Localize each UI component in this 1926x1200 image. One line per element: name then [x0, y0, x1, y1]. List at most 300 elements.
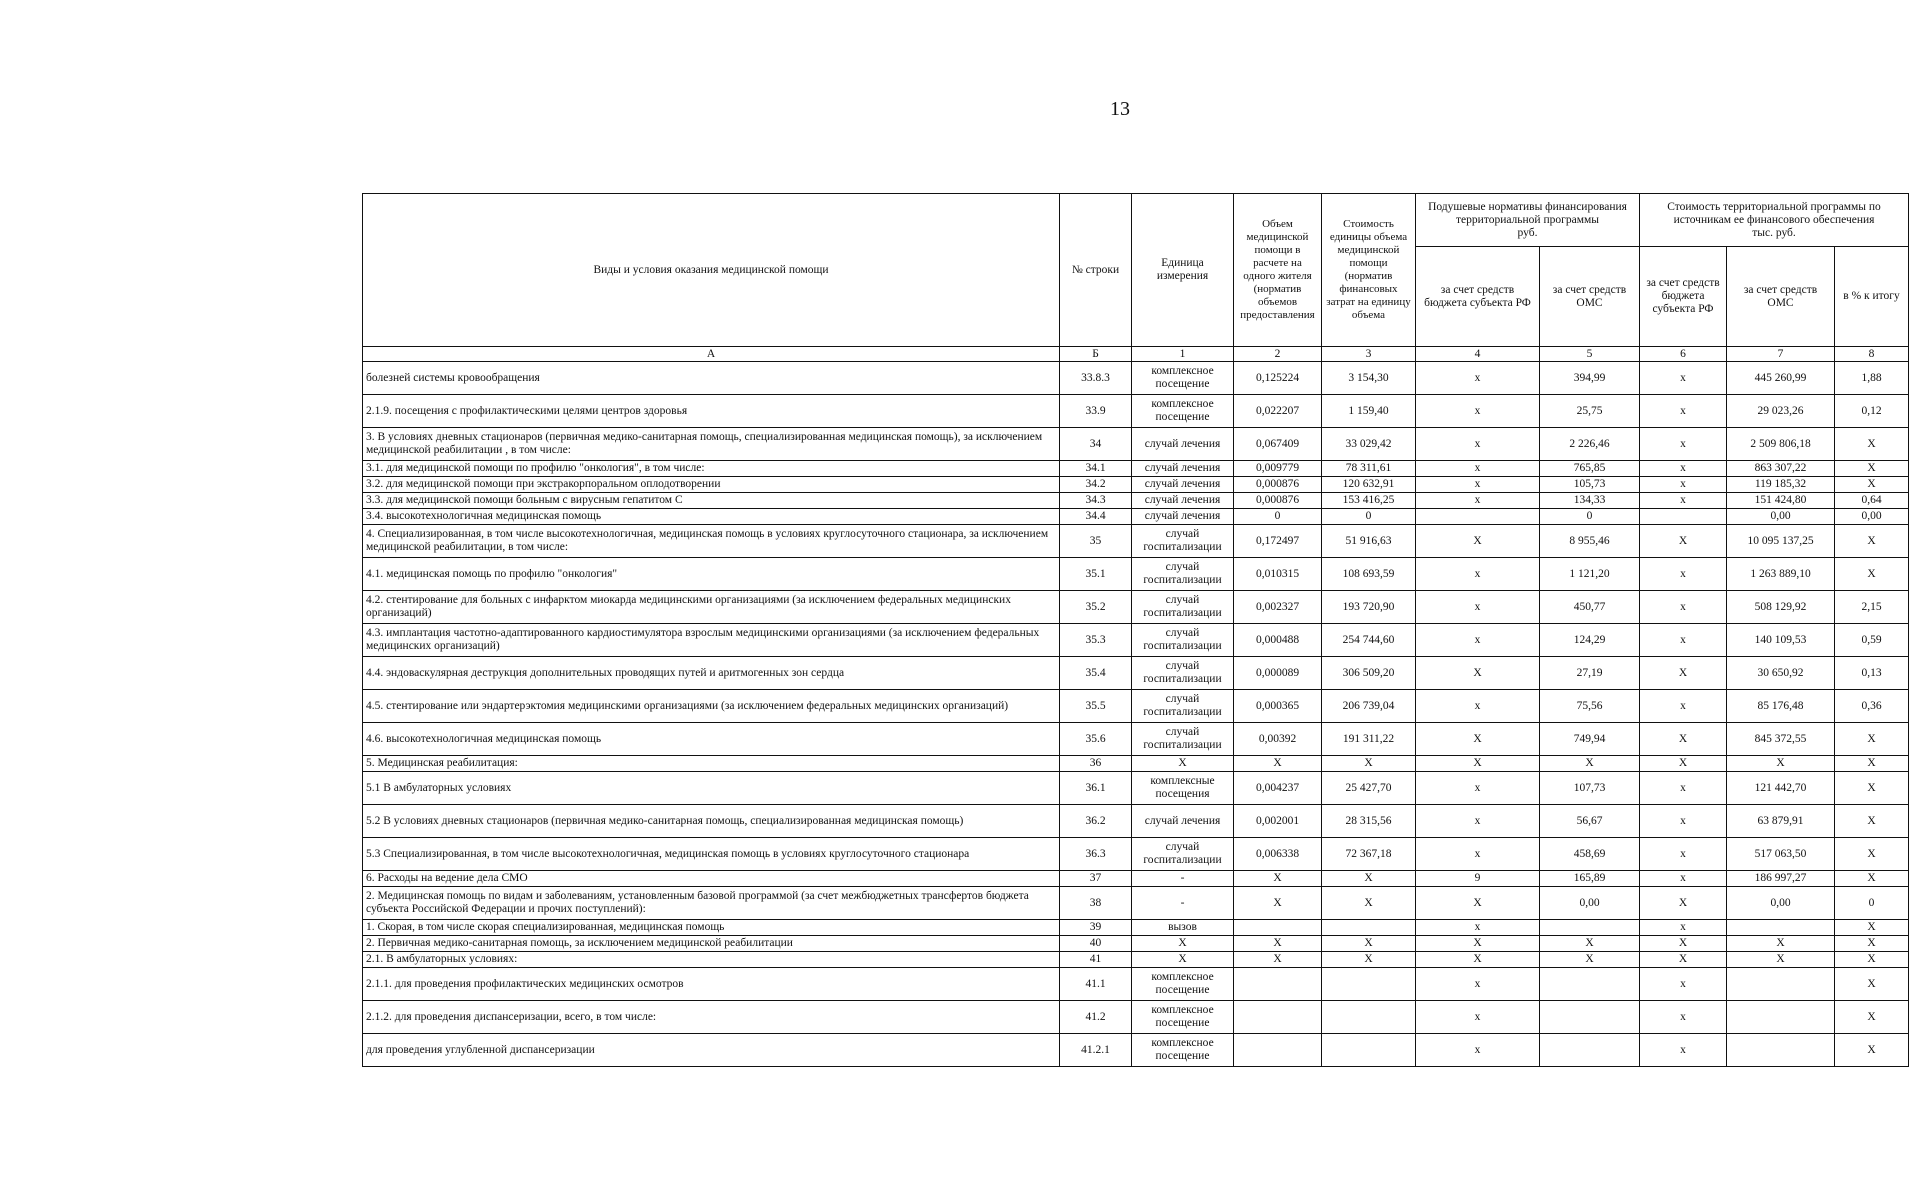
row-sum-budget: х	[1640, 558, 1727, 591]
table-row	[363, 428, 1909, 461]
row-sum-budget: х	[1640, 493, 1727, 509]
table-row	[363, 690, 1909, 723]
table-row	[363, 723, 1909, 756]
row-norm-budget: х	[1416, 461, 1540, 477]
row-name: болезней системы кровообращения	[363, 362, 1060, 395]
row-unit-cost: 33 029,42	[1322, 428, 1416, 461]
row-sum-oms: 151 424,80	[1727, 493, 1835, 509]
table-row	[363, 461, 1909, 477]
row-volume: 0,009779	[1234, 461, 1322, 477]
row-unit-cost: 1 159,40	[1322, 395, 1416, 428]
row-name: 2.1.9. посещения с профилактическими целями центров здоровья	[363, 395, 1060, 428]
row-name: 3.2. для медицинской помощи при экстракорпоральном оплодотворении	[363, 477, 1060, 493]
row-unit: комплексное посещение	[1132, 395, 1234, 428]
row-unit-cost: 206 739,04	[1322, 690, 1416, 723]
header-group-cost-title: Стоимость территориальной программы по источникам ее финансового обеспечения	[1667, 200, 1881, 226]
row-name: для проведения углубленной диспансеризации	[363, 1034, 1060, 1067]
row-percent: 1,88	[1835, 362, 1909, 395]
row-number: 36.1	[1060, 772, 1132, 805]
row-number: 39	[1060, 920, 1132, 936]
column-letter: 1	[1132, 347, 1234, 362]
row-unit-cost	[1322, 968, 1416, 1001]
row-sum-oms: 845 372,55	[1727, 723, 1835, 756]
row-norm-budget: X	[1416, 936, 1540, 952]
row-name: 5. Медицинская реабилитация:	[363, 756, 1060, 772]
row-name: 5.3 Специализированная, в том числе высокотехнологичная, медицинская помощь в условиях круглосуточного стационара	[363, 838, 1060, 871]
row-number: 34	[1060, 428, 1132, 461]
row-number: 34.2	[1060, 477, 1132, 493]
table-row	[363, 657, 1909, 690]
row-number: 33.9	[1060, 395, 1132, 428]
row-percent: X	[1835, 461, 1909, 477]
row-unit: случай лечения	[1132, 493, 1234, 509]
row-volume: X	[1234, 952, 1322, 968]
row-unit: случай госпитализации	[1132, 838, 1234, 871]
row-number: 36.2	[1060, 805, 1132, 838]
row-percent: X	[1835, 756, 1909, 772]
row-unit: X	[1132, 936, 1234, 952]
row-sum-oms: 0,00	[1727, 887, 1835, 920]
row-norm-budget: х	[1416, 591, 1540, 624]
row-number: 41.2	[1060, 1001, 1132, 1034]
header-col-a: Виды и условия оказания медицинской помощи	[363, 194, 1060, 347]
row-volume: 0,022207	[1234, 395, 1322, 428]
row-volume: 0,000876	[1234, 477, 1322, 493]
row-norm-budget: х	[1416, 772, 1540, 805]
row-percent: X	[1835, 428, 1909, 461]
row-percent: X	[1835, 723, 1909, 756]
row-norm-budget: х	[1416, 477, 1540, 493]
row-name: 4.6. высокотехнологичная медицинская помощь	[363, 723, 1060, 756]
row-percent: X	[1835, 936, 1909, 952]
row-sum-oms	[1727, 1001, 1835, 1034]
table-row	[363, 772, 1909, 805]
row-volume: 0,010315	[1234, 558, 1322, 591]
header-group-norms-unit: руб.	[1517, 226, 1538, 239]
header-group-cost-unit: тыс. руб.	[1752, 226, 1796, 239]
table-body	[363, 194, 1909, 1067]
row-sum-budget: х	[1640, 1001, 1727, 1034]
column-letter: 8	[1835, 347, 1909, 362]
row-sum-oms	[1727, 920, 1835, 936]
row-number: 38	[1060, 887, 1132, 920]
row-norm-budget: х	[1416, 428, 1540, 461]
row-sum-budget: х	[1640, 968, 1727, 1001]
row-unit: X	[1132, 952, 1234, 968]
header-col-6: за счет средств бюджета субъекта РФ	[1640, 247, 1727, 347]
row-unit: X	[1132, 756, 1234, 772]
row-name: 6. Расходы на ведение дела СМО	[363, 871, 1060, 887]
header-col-1: Единица измерения	[1132, 194, 1234, 347]
row-volume: 0,00392	[1234, 723, 1322, 756]
table-row	[363, 1001, 1909, 1034]
row-sum-budget: X	[1640, 887, 1727, 920]
row-percent: 0,12	[1835, 395, 1909, 428]
header-group-norms	[1416, 194, 1640, 247]
row-norm-oms: 27,19	[1540, 657, 1640, 690]
row-unit-cost: X	[1322, 887, 1416, 920]
row-sum-oms: 121 442,70	[1727, 772, 1835, 805]
row-sum-budget: х	[1640, 477, 1727, 493]
row-name: 2.1. В амбулаторных условиях:	[363, 952, 1060, 968]
row-unit: случай госпитализации	[1132, 690, 1234, 723]
row-volume: 0,002001	[1234, 805, 1322, 838]
row-norm-budget: X	[1416, 887, 1540, 920]
row-unit: случай лечения	[1132, 428, 1234, 461]
row-unit: случай лечения	[1132, 461, 1234, 477]
row-number: 36.3	[1060, 838, 1132, 871]
header-group-cost	[1640, 194, 1909, 247]
row-volume	[1234, 1034, 1322, 1067]
row-percent: X	[1835, 871, 1909, 887]
row-volume: X	[1234, 756, 1322, 772]
row-norm-oms: 1 121,20	[1540, 558, 1640, 591]
row-norm-oms: 124,29	[1540, 624, 1640, 657]
row-volume: 0,006338	[1234, 838, 1322, 871]
header-row-top	[363, 194, 1909, 247]
row-sum-budget: х	[1640, 624, 1727, 657]
row-sum-budget: х	[1640, 591, 1727, 624]
row-volume: 0,004237	[1234, 772, 1322, 805]
row-norm-oms: 75,56	[1540, 690, 1640, 723]
column-letter: А	[363, 347, 1060, 362]
row-number: 34.4	[1060, 509, 1132, 525]
row-volume: X	[1234, 871, 1322, 887]
row-number: 37	[1060, 871, 1132, 887]
row-sum-budget: х	[1640, 805, 1727, 838]
row-percent: X	[1835, 968, 1909, 1001]
row-name: 2. Первичная медико-санитарная помощь, за исключением медицинской реабилитации	[363, 936, 1060, 952]
row-volume: 0,172497	[1234, 525, 1322, 558]
row-sum-budget	[1640, 509, 1727, 525]
row-volume: 0,000488	[1234, 624, 1322, 657]
row-percent: X	[1835, 805, 1909, 838]
row-number: 34.1	[1060, 461, 1132, 477]
row-norm-budget: X	[1416, 723, 1540, 756]
table-row	[363, 936, 1909, 952]
row-unit: случай госпитализации	[1132, 558, 1234, 591]
row-norm-budget: х	[1416, 1001, 1540, 1034]
row-percent: 0,64	[1835, 493, 1909, 509]
row-percent: X	[1835, 558, 1909, 591]
row-unit-cost: 78 311,61	[1322, 461, 1416, 477]
row-sum-budget: х	[1640, 362, 1727, 395]
row-percent: 0,59	[1835, 624, 1909, 657]
row-sum-budget: х	[1640, 838, 1727, 871]
row-norm-oms	[1540, 920, 1640, 936]
row-norm-budget: х	[1416, 920, 1540, 936]
row-unit-cost	[1322, 920, 1416, 936]
row-unit-cost: X	[1322, 952, 1416, 968]
row-unit-cost: X	[1322, 871, 1416, 887]
row-norm-oms: 134,33	[1540, 493, 1640, 509]
row-sum-budget: х	[1640, 772, 1727, 805]
row-norm-oms: X	[1540, 952, 1640, 968]
column-letter: 2	[1234, 347, 1322, 362]
row-unit-cost: 108 693,59	[1322, 558, 1416, 591]
row-sum-oms: X	[1727, 936, 1835, 952]
row-sum-budget: X	[1640, 952, 1727, 968]
column-letter: Б	[1060, 347, 1132, 362]
row-sum-oms: 30 650,92	[1727, 657, 1835, 690]
column-letter: 3	[1322, 347, 1416, 362]
row-percent: X	[1835, 838, 1909, 871]
row-sum-oms: 10 095 137,25	[1727, 525, 1835, 558]
row-norm-oms: 0,00	[1540, 887, 1640, 920]
row-percent: 0,36	[1835, 690, 1909, 723]
row-norm-budget: х	[1416, 838, 1540, 871]
row-unit-cost: 72 367,18	[1322, 838, 1416, 871]
row-name: 4.4. эндоваскулярная деструкция дополнительных проводящих путей и аритмогенных зон сердца	[363, 657, 1060, 690]
row-volume: 0,067409	[1234, 428, 1322, 461]
row-sum-oms	[1727, 1034, 1835, 1067]
row-number: 41.1	[1060, 968, 1132, 1001]
row-unit: случай госпитализации	[1132, 624, 1234, 657]
row-name: 1. Скорая, в том числе скорая специализированная, медицинская помощь	[363, 920, 1060, 936]
row-number: 41.2.1	[1060, 1034, 1132, 1067]
header-col-b: № строки	[1060, 194, 1132, 347]
row-sum-oms	[1727, 968, 1835, 1001]
row-norm-budget: х	[1416, 624, 1540, 657]
table-row	[363, 871, 1909, 887]
row-number: 35.4	[1060, 657, 1132, 690]
row-name: 2.1.2. для проведения диспансеризации, всего, в том числе:	[363, 1001, 1060, 1034]
row-norm-oms: 105,73	[1540, 477, 1640, 493]
row-sum-budget: х	[1640, 1034, 1727, 1067]
row-name: 4.2. стентирование для больных с инфарктом миокарда медицинскими организациями (за исключением федеральных медицинских организаций)	[363, 591, 1060, 624]
header-col-5: за счет средств ОМС	[1540, 247, 1640, 347]
row-name: 2. Медицинская помощь по видам и заболеваниям, установленным базовой программой (за счет межбюджетных трансфертов бюджета субъекта Российской Федерации и прочих поступлений):	[363, 887, 1060, 920]
row-name: 3.1. для медицинской помощи по профилю "онкология", в том числе:	[363, 461, 1060, 477]
row-unit: -	[1132, 887, 1234, 920]
row-unit-cost: 0	[1322, 509, 1416, 525]
row-norm-budget: 9	[1416, 871, 1540, 887]
row-volume: 0,000876	[1234, 493, 1322, 509]
row-percent: X	[1835, 1034, 1909, 1067]
row-norm-budget: х	[1416, 558, 1540, 591]
row-percent: 0	[1835, 887, 1909, 920]
row-sum-budget: X	[1640, 525, 1727, 558]
row-unit: комплексное посещение	[1132, 1001, 1234, 1034]
row-name: 4. Специализированная, в том числе высокотехнологичная, медицинская помощь в условиях круглосуточного стационара, за исключением медицинской реабилитации, в том числе:	[363, 525, 1060, 558]
row-unit: случай госпитализации	[1132, 657, 1234, 690]
table-row	[363, 624, 1909, 657]
row-sum-oms: 445 260,99	[1727, 362, 1835, 395]
table-row	[363, 395, 1909, 428]
row-percent: X	[1835, 952, 1909, 968]
row-norm-budget: х	[1416, 395, 1540, 428]
table-row	[363, 838, 1909, 871]
row-percent: X	[1835, 1001, 1909, 1034]
column-letter: 4	[1416, 347, 1540, 362]
row-norm-oms: 450,77	[1540, 591, 1640, 624]
row-sum-budget: х	[1640, 395, 1727, 428]
row-unit-cost: 51 916,63	[1322, 525, 1416, 558]
row-number: 40	[1060, 936, 1132, 952]
table-row	[363, 968, 1909, 1001]
row-unit: -	[1132, 871, 1234, 887]
row-unit-cost: X	[1322, 756, 1416, 772]
table-row	[363, 493, 1909, 509]
row-sum-oms: 140 109,53	[1727, 624, 1835, 657]
row-unit-cost: 191 311,22	[1322, 723, 1416, 756]
column-letter: 6	[1640, 347, 1727, 362]
row-name: 3.4. высокотехнологичная медицинская помощь	[363, 509, 1060, 525]
row-number: 41	[1060, 952, 1132, 968]
row-norm-budget: х	[1416, 493, 1540, 509]
table-row	[363, 920, 1909, 936]
row-norm-oms: X	[1540, 756, 1640, 772]
row-name: 5.2 В условиях дневных стационаров (первичная медико-санитарная помощь, специализированная медицинская помощь)	[363, 805, 1060, 838]
row-percent: 0,00	[1835, 509, 1909, 525]
row-sum-budget: X	[1640, 657, 1727, 690]
row-percent: X	[1835, 525, 1909, 558]
row-norm-oms: 56,67	[1540, 805, 1640, 838]
row-percent: X	[1835, 772, 1909, 805]
row-unit: случай лечения	[1132, 509, 1234, 525]
row-volume	[1234, 1001, 1322, 1034]
row-norm-budget: X	[1416, 756, 1540, 772]
header-col-4: за счет средств бюджета субъекта РФ	[1416, 247, 1540, 347]
table-row	[363, 509, 1909, 525]
row-volume: 0,000089	[1234, 657, 1322, 690]
row-unit-cost: 193 720,90	[1322, 591, 1416, 624]
row-unit-cost: 254 744,60	[1322, 624, 1416, 657]
row-sum-oms: X	[1727, 952, 1835, 968]
row-sum-budget: X	[1640, 936, 1727, 952]
financing-table	[362, 193, 1909, 1067]
row-number: 36	[1060, 756, 1132, 772]
row-unit-cost	[1322, 1001, 1416, 1034]
column-letter: 5	[1540, 347, 1640, 362]
row-sum-oms: 85 176,48	[1727, 690, 1835, 723]
header-group-norms-title: Подушевые нормативы финансирования территориальной программы	[1428, 200, 1627, 226]
table-row	[363, 525, 1909, 558]
row-norm-oms: 749,94	[1540, 723, 1640, 756]
row-unit: случай госпитализации	[1132, 591, 1234, 624]
row-number: 35	[1060, 525, 1132, 558]
row-norm-budget: х	[1416, 690, 1540, 723]
row-norm-budget: х	[1416, 1034, 1540, 1067]
table-row	[363, 952, 1909, 968]
row-percent: 0,13	[1835, 657, 1909, 690]
row-unit-cost	[1322, 1034, 1416, 1067]
row-unit: случай лечения	[1132, 477, 1234, 493]
row-percent: 2,15	[1835, 591, 1909, 624]
row-unit-cost: 120 632,91	[1322, 477, 1416, 493]
header-col-8: в % к итогу	[1835, 247, 1909, 347]
row-norm-budget	[1416, 509, 1540, 525]
row-volume: 0,002327	[1234, 591, 1322, 624]
row-name: 3.3. для медицинской помощи больным с вирусным гепатитом С	[363, 493, 1060, 509]
row-number: 35.6	[1060, 723, 1132, 756]
row-norm-budget: X	[1416, 657, 1540, 690]
row-unit: комплексное посещение	[1132, 1034, 1234, 1067]
row-sum-oms: 63 879,91	[1727, 805, 1835, 838]
row-unit: случай госпитализации	[1132, 723, 1234, 756]
row-number: 34.3	[1060, 493, 1132, 509]
row-unit: случай госпитализации	[1132, 525, 1234, 558]
row-name: 3. В условиях дневных стационаров (первичная медико-санитарная помощь, специализированная медицинская помощь), за исключением медицинской реабилитации , в том числе:	[363, 428, 1060, 461]
row-norm-oms: 165,89	[1540, 871, 1640, 887]
row-norm-budget: х	[1416, 805, 1540, 838]
row-norm-oms	[1540, 1001, 1640, 1034]
row-norm-oms: X	[1540, 936, 1640, 952]
row-sum-budget: х	[1640, 920, 1727, 936]
row-number: 35.2	[1060, 591, 1132, 624]
row-norm-oms: 25,75	[1540, 395, 1640, 428]
row-norm-budget: X	[1416, 952, 1540, 968]
row-unit-cost: X	[1322, 936, 1416, 952]
row-volume: 0,000365	[1234, 690, 1322, 723]
row-volume: 0,125224	[1234, 362, 1322, 395]
row-name: 4.3. имплантация частотно-адаптированного кардиостимулятора взрослым медицинскими организациями (за исключением федеральных медицинских организаций)	[363, 624, 1060, 657]
row-unit-cost: 28 315,56	[1322, 805, 1416, 838]
row-norm-oms	[1540, 1034, 1640, 1067]
table-row	[363, 477, 1909, 493]
row-norm-oms: 765,85	[1540, 461, 1640, 477]
table-row	[363, 362, 1909, 395]
row-norm-oms	[1540, 968, 1640, 1001]
table-row	[363, 756, 1909, 772]
row-sum-oms: 119 185,32	[1727, 477, 1835, 493]
table-row	[363, 887, 1909, 920]
row-number: 33.8.3	[1060, 362, 1132, 395]
row-sum-oms: 508 129,92	[1727, 591, 1835, 624]
row-sum-oms: X	[1727, 756, 1835, 772]
row-unit-cost: 153 416,25	[1322, 493, 1416, 509]
row-unit-cost: 3 154,30	[1322, 362, 1416, 395]
table-row	[363, 591, 1909, 624]
row-volume	[1234, 920, 1322, 936]
row-percent: X	[1835, 920, 1909, 936]
page-number: 13	[1110, 98, 1130, 120]
row-volume	[1234, 968, 1322, 1001]
row-sum-oms: 1 263 889,10	[1727, 558, 1835, 591]
row-sum-oms: 29 023,26	[1727, 395, 1835, 428]
row-name: 5.1 В амбулаторных условиях	[363, 772, 1060, 805]
row-volume: X	[1234, 936, 1322, 952]
row-name: 4.1. медицинская помощь по профилю "онкология"	[363, 558, 1060, 591]
table-row	[363, 805, 1909, 838]
row-sum-oms: 863 307,22	[1727, 461, 1835, 477]
row-norm-oms: 8 955,46	[1540, 525, 1640, 558]
table-row	[363, 558, 1909, 591]
row-unit: вызов	[1132, 920, 1234, 936]
column-letters-row	[363, 347, 1909, 362]
row-sum-budget: х	[1640, 871, 1727, 887]
row-name: 2.1.1. для проведения профилактических медицинских осмотров	[363, 968, 1060, 1001]
header-col-3: Стоимость единицы объема медицинской помощи (норматив финансовых затрат на единицу объема	[1322, 194, 1416, 347]
row-unit: комплексное посещение	[1132, 362, 1234, 395]
table-row	[363, 1034, 1909, 1067]
row-norm-oms: 0	[1540, 509, 1640, 525]
row-unit: комплексные посещения	[1132, 772, 1234, 805]
row-norm-oms: 107,73	[1540, 772, 1640, 805]
row-percent: X	[1835, 477, 1909, 493]
row-unit-cost: 25 427,70	[1322, 772, 1416, 805]
row-name: 4.5. стентирование или эндартерэктомия медицинскими организациями (за исключением федеральных медицинских организаций)	[363, 690, 1060, 723]
header-col-2: Объем медицинской помощи в расчете на одного жителя (норматив объемов предоставления	[1234, 194, 1322, 347]
row-sum-oms: 186 997,27	[1727, 871, 1835, 887]
row-sum-budget: X	[1640, 756, 1727, 772]
row-number: 35.1	[1060, 558, 1132, 591]
row-unit: комплексное посещение	[1132, 968, 1234, 1001]
row-number: 35.5	[1060, 690, 1132, 723]
header-col-7: за счет средств ОМС	[1727, 247, 1835, 347]
row-norm-oms: 458,69	[1540, 838, 1640, 871]
row-sum-oms: 2 509 806,18	[1727, 428, 1835, 461]
